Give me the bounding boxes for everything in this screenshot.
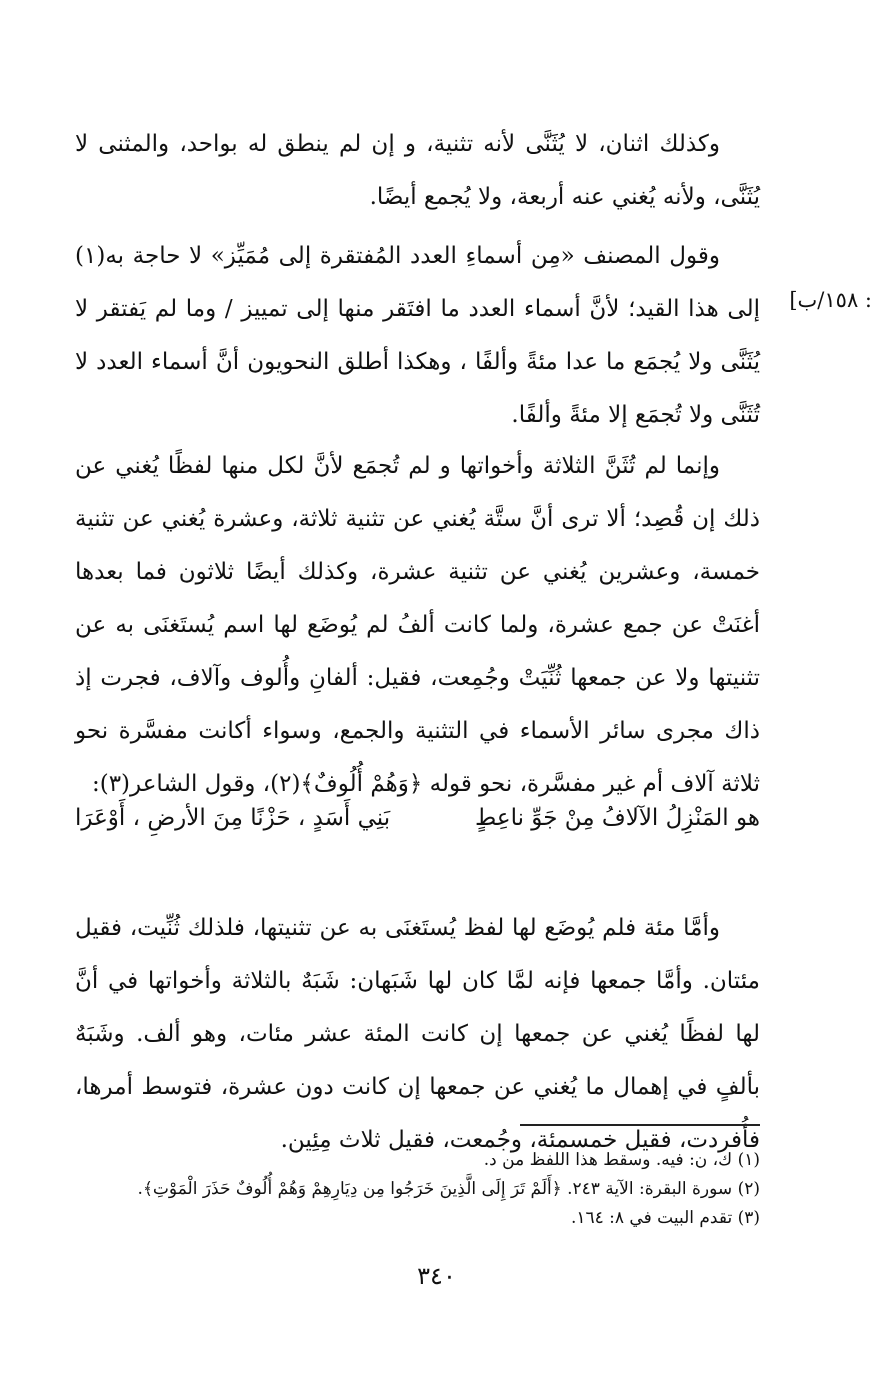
footnote-3: (٣) تقدم البيت في ٨: ١٦٤. <box>570 1208 760 1228</box>
poem-verse <box>75 792 760 845</box>
footnote-separator <box>520 1124 760 1126</box>
paragraph-1: وكذلك اثنان، لا يُثَنَّى لأنه تثنية، و إن لم ينطق له بواحد، والمثنى لا يُثَنَّى، ولأنه يُغني عنه أربعة، ولا يُجمع أيضًا. <box>75 131 760 210</box>
body-block-1 <box>75 118 760 224</box>
paragraph-4: وأمَّا مئة فلم يُوضَع لها لفظ يُستَغنَى به عن تثنيتها، فلذلك ثُنِّيت، فقيل مئتان. وأمَّا جمعها فإنه لمَّا كان لها شَبَهان: شَبَهٌ بالثلاثة وأخواتها في أنَّ لها لفظًا يُغني عن جمعها إن كانت المئة عشر مئات، وهو ألف. وشَبَهٌ بألفٍ في إهمال ما يُغني عن جمعها إن كانت دون عشرة، فتوسط أمرها، فأُفردت، فقيل خمسمئة، وجُمعت، فقيل ثلاث مِئِين. <box>75 915 760 1153</box>
body-block-3 <box>75 440 760 811</box>
paragraph-3: وإنما لم تُثَنَّ الثلاثة وأخواتها و لم تُجمَع لأنَّ لكل منها لفظًا يُغني عن ذلك إن قُصِد؛ ألا ترى أنَّ ستَّة يُغني عن تثنية ثلاثة، وعشرة يُغني عن تثنية خمسة، وعشرين يُغني عن تثنية عشرة، وكذلك أيضًا ثلاثون فما بعدها أغنَتْ عن جمع عشرة، ولما كانت ألفُ لم يُوضَع لها اسم يُستَغنَى به عن تثنيتها ولا عن جمعها ثُنِّيَتْ وجُمِعت، فقيل: ألفانِ وأُلوف وآلاف، فجرت إذ ذاك مجرى سائر الأسماء في التثنية والجمع، وسواء أكانت مفسَّرة نحو ثلاثة آلاف أم غير مفسَّرة، نحو قوله ﴿وَهُمْ أُلُوفٌ﴾(٢)، وقول الشاعر(٣): <box>75 453 760 797</box>
margin-folio-note: : ١٥٨/ب] <box>789 288 872 312</box>
footnote-1: (١) ك، ن: فيه. وسقط هذا اللفظ من د. <box>483 1150 760 1170</box>
verse-first-hemistich: هو المَنْزِلُ الآلافُ مِنْ جَوِّ ناعِطٍ <box>475 805 760 831</box>
footnote-2: (٢) سورة البقرة: الآية ٢٤٣. ﴿أَلَمْ تَرَ إِلَى الَّذِينَ خَرَجُوا مِن دِيَارِهِمْ وَهُمْ أُلُوفٌ حَذَرَ الْمَوْتِ﴾. <box>137 1179 760 1199</box>
verse-second-hemistich: بَنِي أَسَدٍ ، حَزْنًا مِنَ الأرضِ ، أَوْعَرَا <box>75 805 391 831</box>
page-number: ٣٤٠ <box>417 1262 456 1290</box>
paragraph-2: وقول المصنف «مِن أسماءِ العدد المُفتقرة إلى مُمَيِّز» لا حاجة به(١) إلى هذا القيد؛ لأنَّ أسماء العدد ما افتَقر منها إلى تمييز / وما لم يَفتقر لا يُثَنَّى ولا يُجمَع ما عدا مئةً وألفًا ، وهكذا أطلق النحويون أنَّ أسماء العدد لا تُثَنَّى ولا تُجمَع إلا مئةً وألفًا. <box>75 243 760 428</box>
footnotes <box>75 1146 760 1233</box>
body-block-4 <box>75 902 760 1167</box>
body-block-2 <box>75 230 760 442</box>
